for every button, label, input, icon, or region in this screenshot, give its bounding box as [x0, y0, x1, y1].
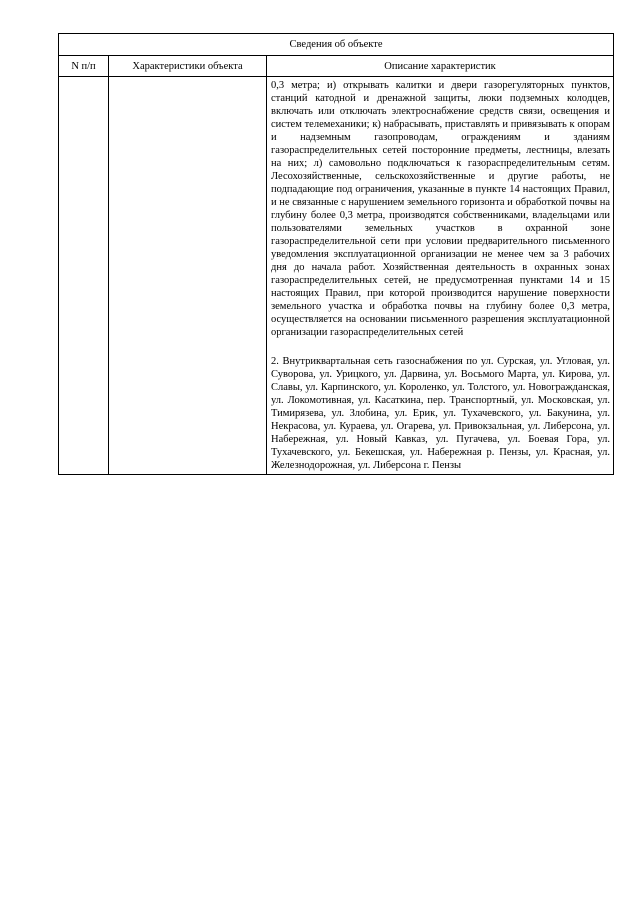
- description-text: [267, 77, 613, 474]
- table-row: [59, 77, 614, 475]
- object-info-table: [58, 33, 614, 475]
- table-title: Сведения об объекте: [59, 34, 614, 56]
- paragraph-spacer: [271, 339, 610, 355]
- table-header-row: [59, 56, 614, 77]
- cell-characteristics: [109, 77, 267, 475]
- cell-num: [59, 77, 109, 475]
- description-paragraph-2: 2. Внутриквартальная сеть газоснабжения по ул. Сурская, ул. Угловая, ул. Суворова, ул. Урицкого, ул. Дарвина, ул. Восьмого Марта, ул. Кирова, ул. Славы, ул. Карпинского, ул. Короленко, ул. Толстого, ул. Новогражданская, ул. Локомотивная, ул. Касаткина, пер. Транспортный, ул. Московская, ул. Тимирязева, ул. Злобина, ул. Ерик, ул. Тухачевского, ул. Бакунина, ул. Некрасова, ул. Кураева, ул. Огарева, ул. Привокзальная, ул. Либерсона, ул. Набережная, ул. Новый Кавказ, ул. Пугачева, ул. Боевая Гора, ул. Тухачевского, ул. Бекешская, ул. Набережная р. Пензы, ул. Красная, ул. Железнодорожная, ул. Либерсона г. Пензы: [271, 356, 611, 471]
- description-paragraph-1: 0,3 метра; и) открывать калитки и двери газорегуляторных пунктов, станций катодной и дренажной защиты, люки подземных колодцев, включать или отключать электроснабжение средств связи, освещения и систем телемеханики; к) набрасывать, приставлять и привязывать к опорам и надземным газопроводам, ограждениям и зданиям газораспределительных сетей посторонние предметы, лестницы, влезать на них; л) самовольно подключаться к газораспределительным сетям. Лесохозяйственные, сельскохозяйственные и другие работы, не подпадающие под ограничения, указанные в пункте 14 настоящих Правил, и не связанные с нарушением земельного горизонта и обработкой почвы на глубину более 0,3 метра, производятся собственниками, владельцами или пользователями земельных участков в охранной зоне газораспределительной сети при условии предварительного письменного уведомления эксплуатационной организации не менее чем за 3 рабочих дня до начала работ. Хозяйственная деятельность в охранных зонах газораспределительных сетей, не предусмотренная пунктами 14 и 15 настоящих Правил, при которой производится нарушение поверхности земельного участка и обработка почвы на глубину более 0,3 метра, осуществляется на основании письменного разрешения эксплуатационной организации газораспределительных сетей: [271, 80, 611, 338]
- cell-description: [267, 77, 614, 475]
- header-num: N п/п: [59, 56, 109, 77]
- table-title-row: [59, 34, 614, 56]
- header-characteristics: Характеристики объекта: [109, 56, 267, 77]
- header-description: Описание характеристик: [267, 56, 614, 77]
